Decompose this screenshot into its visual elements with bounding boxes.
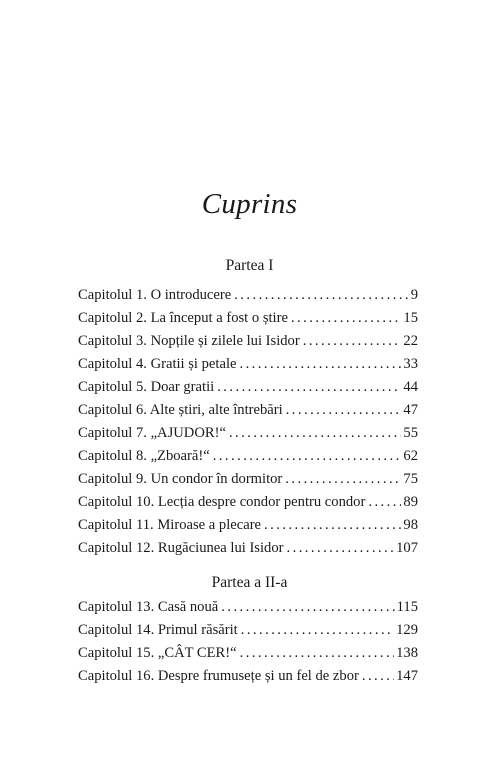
dot-leader [241, 622, 394, 639]
dot-leader [234, 287, 409, 304]
toc-entry-page: 15 [403, 310, 418, 326]
dot-leader [362, 668, 394, 685]
dot-leader [240, 645, 394, 662]
toc-entry [78, 471, 418, 494]
toc-entry-label: Capitolul 16. Despre frumusețe și un fel de zbor [78, 668, 359, 684]
toc-entry-page: 62 [403, 448, 418, 464]
toc-entry-label: Capitolul 1. O introducere [78, 287, 232, 303]
toc-entry-label: Capitolul 6. Alte știri, alte întrebări [78, 402, 283, 418]
toc-entry-page: 47 [403, 402, 418, 418]
toc-entry-page: 115 [396, 599, 418, 615]
toc-entry [78, 310, 418, 333]
toc-entry-page: 107 [396, 540, 418, 556]
dot-leader [287, 540, 395, 557]
toc-entry-label: Capitolul 9. Un condor în dormitor [78, 471, 283, 487]
dot-leader [303, 333, 402, 350]
toc-entry [78, 379, 418, 402]
toc-entry-label: Capitolul 3. Nopțile și zilele lui Isidor [78, 333, 300, 349]
toc-entry-label: Capitolul 13. Casă nouă [78, 599, 219, 615]
toc-entry [78, 517, 418, 540]
toc-entry-page: 75 [403, 471, 418, 487]
toc-entry-label: Capitolul 4. Gratii și petale [78, 356, 237, 372]
toc-entry-label: Capitolul 11. Miroase a plecare [78, 517, 262, 533]
toc-entry-label: Capitolul 12. Rugăciunea lui Isidor [78, 540, 284, 556]
toc-entry [78, 402, 418, 425]
part-heading-2: Partea a II-a [211, 574, 288, 591]
toc-entry [78, 540, 418, 563]
toc-entry [78, 448, 418, 471]
dot-leader [285, 471, 401, 488]
part-heading-1: Partea I [225, 257, 274, 274]
toc-entry [78, 333, 418, 356]
toc-entry-page: 55 [403, 425, 418, 441]
toc-list-part-2 [78, 599, 418, 691]
toc-entry [78, 622, 418, 645]
toc-entry [78, 287, 418, 310]
toc-list-part-1 [78, 287, 418, 563]
toc-entry-label: Capitolul 2. La început a fost o știre [78, 310, 288, 326]
toc-entry-label: Capitolul 7. „AJUDOR!“ [78, 425, 226, 441]
toc-entry-label: Capitolul 14. Primul răsărit [78, 622, 238, 638]
toc-entry-page: 98 [403, 517, 418, 533]
dot-leader [213, 448, 402, 465]
dot-leader [264, 517, 401, 534]
toc-entry-label: Capitolul 5. Doar gratii [78, 379, 215, 395]
dot-leader [368, 494, 401, 511]
toc-entry-page: 44 [403, 379, 418, 395]
dot-leader [221, 599, 394, 616]
toc-entry-page: 129 [396, 622, 418, 638]
toc-entry [78, 494, 418, 517]
toc-entry [78, 356, 418, 379]
toc-entry-page: 9 [410, 287, 418, 303]
toc-entry-page: 33 [403, 356, 418, 372]
toc-entry-label: Capitolul 10. Lecția despre condor pentru condor [78, 494, 366, 510]
toc-entry [78, 668, 418, 691]
toc-entry [78, 599, 418, 622]
dot-leader [286, 402, 402, 419]
toc-entry [78, 425, 418, 448]
dot-leader [229, 425, 401, 442]
toc-entry-label: Capitolul 15. „CÂT CER!“ [78, 645, 237, 661]
toc-entry [78, 645, 418, 668]
toc-entry-page: 89 [403, 494, 418, 510]
toc-entry-page: 22 [403, 333, 418, 349]
page-title: Cuprins [201, 188, 298, 220]
toc-entry-page: 147 [396, 668, 418, 684]
dot-leader [239, 356, 401, 373]
dot-leader [291, 310, 401, 327]
toc-entry-label: Capitolul 8. „Zboară!“ [78, 448, 210, 464]
toc-entry-page: 138 [396, 645, 418, 661]
dot-leader [217, 379, 401, 396]
